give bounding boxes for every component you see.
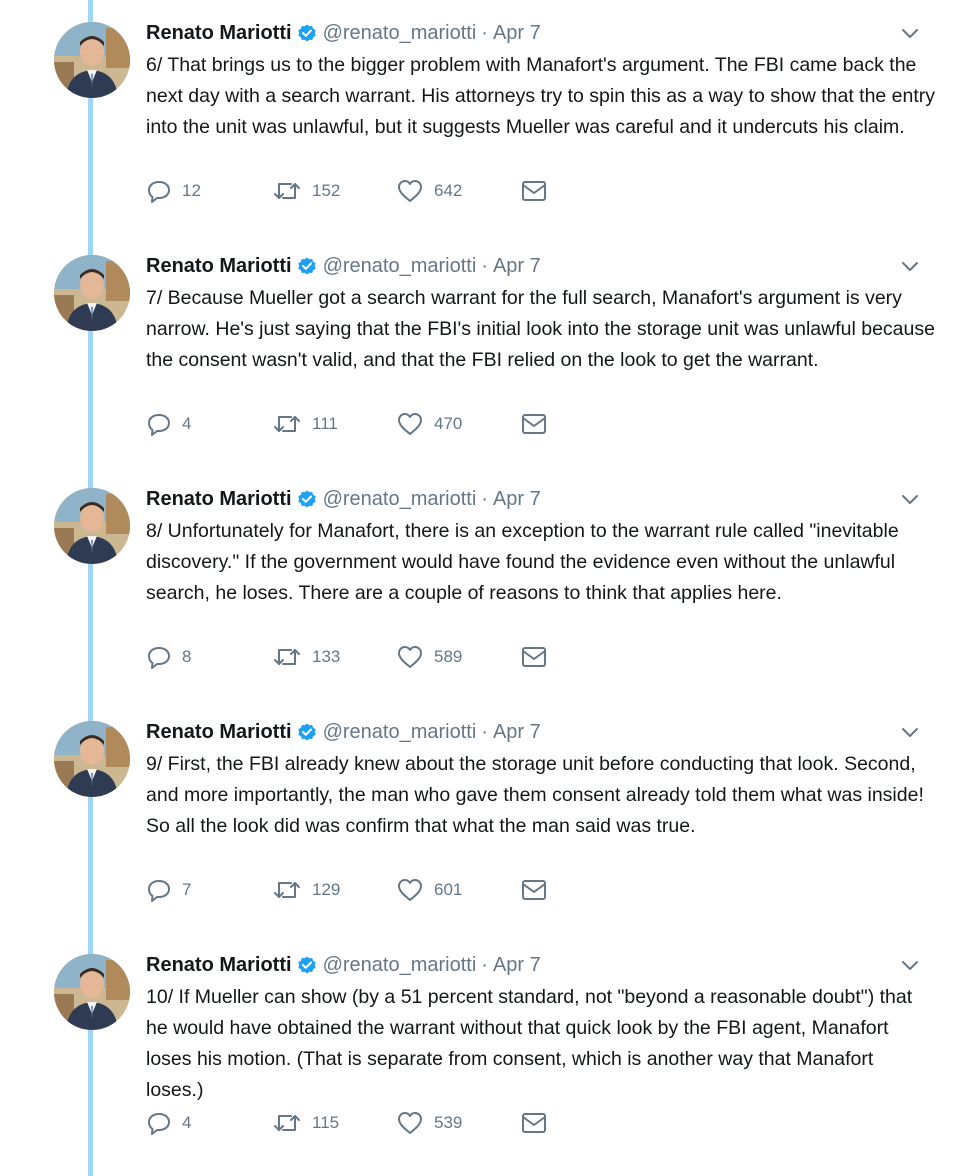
like-count: 601: [434, 880, 463, 899]
retweet-count: 133: [312, 647, 341, 666]
tweet-header: [146, 251, 541, 281]
retweet-icon: [272, 178, 302, 204]
author-name[interactable]: Renato Mariotti: [146, 487, 292, 510]
separator-dot: ·: [481, 720, 488, 743]
tweet-text: 10/ If Mueller can show (by a 51 percent standard, not "beyond a reasonable doubt") that he would have obtained the warrant without that quick look by the FBI agent, Manafort loses his motion. (That is separate from consent, which is another way that Manafort loses.): [146, 986, 913, 1101]
retweet-icon: [272, 1110, 302, 1136]
author-handle[interactable]: @renato_mariotti: [322, 487, 477, 510]
retweet-count: 152: [312, 181, 341, 200]
like-button[interactable]: [396, 1108, 462, 1138]
reply-icon: [146, 877, 172, 903]
tweet[interactable]: [0, 233, 980, 465]
chevron-down-icon[interactable]: [898, 255, 922, 277]
like-button[interactable]: [396, 642, 462, 672]
tweet-date[interactable]: Apr 7: [492, 487, 541, 510]
envelope-icon: [520, 178, 548, 204]
retweet-count: 115: [312, 1113, 340, 1132]
verified-badge-icon: [297, 722, 317, 742]
reply-button[interactable]: [146, 1108, 191, 1138]
tweet-actions: [146, 875, 566, 905]
retweet-button[interactable]: [272, 409, 338, 439]
retweet-button[interactable]: [272, 642, 340, 672]
chevron-down-icon[interactable]: [898, 22, 922, 44]
reply-count: 4: [182, 1113, 192, 1132]
retweet-icon: [272, 411, 302, 437]
author-name[interactable]: Renato Mariotti: [146, 720, 292, 743]
like-button[interactable]: [396, 176, 462, 206]
tweet-actions: [146, 642, 566, 672]
direct-message-button[interactable]: [520, 642, 548, 672]
retweet-icon: [272, 644, 302, 670]
author-name[interactable]: Renato Mariotti: [146, 21, 292, 44]
tweet-header: [146, 717, 541, 747]
author-handle[interactable]: @renato_mariotti: [322, 720, 477, 743]
like-count: 642: [434, 181, 463, 200]
like-count: 589: [434, 647, 463, 666]
avatar[interactable]: [54, 488, 130, 564]
verified-badge-icon: [297, 256, 317, 276]
tweet-actions: [146, 176, 566, 206]
avatar[interactable]: [54, 255, 130, 331]
heart-icon: [396, 877, 424, 903]
retweet-count: 111: [312, 414, 338, 433]
envelope-icon: [520, 411, 548, 437]
envelope-icon: [520, 644, 548, 670]
envelope-icon: [520, 1110, 548, 1136]
tweet-text: 7/ Because Mueller got a search warrant for the full search, Manafort's argument is very narrow. He's just saying that the FBI's initial look into the storage unit was unlawful because the consent wasn't valid, and that the FBI relied on the look to get the warrant.: [146, 287, 935, 371]
heart-icon: [396, 411, 424, 437]
avatar[interactable]: [54, 721, 130, 797]
heart-icon: [396, 1110, 424, 1136]
direct-message-button[interactable]: [520, 409, 548, 439]
author-handle[interactable]: @renato_mariotti: [322, 254, 477, 277]
like-button[interactable]: [396, 409, 462, 439]
reply-count: 7: [182, 880, 192, 899]
tweet-text: 9/ First, the FBI already knew about the storage unit before conducting that look. Second, and more importantly, the man who gave them consent already told them what was inside! So all the look did was confirm that what the man said was true.: [146, 753, 924, 837]
tweet[interactable]: [0, 932, 980, 1164]
heart-icon: [396, 178, 424, 204]
like-count: 470: [434, 414, 463, 433]
verified-badge-icon: [297, 955, 317, 975]
retweet-button[interactable]: [272, 1108, 339, 1138]
chevron-down-icon[interactable]: [898, 721, 922, 743]
tweet-header: [146, 18, 541, 48]
reply-icon: [146, 178, 172, 204]
direct-message-button[interactable]: [520, 875, 548, 905]
reply-count: 12: [182, 181, 201, 200]
reply-icon: [146, 1110, 172, 1136]
author-handle[interactable]: @renato_mariotti: [322, 21, 477, 44]
tweet[interactable]: [0, 0, 980, 232]
tweet[interactable]: [0, 699, 980, 931]
direct-message-button[interactable]: [520, 176, 548, 206]
reply-icon: [146, 644, 172, 670]
retweet-button[interactable]: [272, 176, 340, 206]
verified-badge-icon: [297, 23, 317, 43]
tweet-header: [146, 484, 541, 514]
separator-dot: ·: [481, 21, 488, 44]
like-button[interactable]: [396, 875, 462, 905]
envelope-icon: [520, 877, 548, 903]
author-name[interactable]: Renato Mariotti: [146, 254, 292, 277]
verified-badge-icon: [297, 489, 317, 509]
author-handle[interactable]: @renato_mariotti: [322, 953, 477, 976]
reply-button[interactable]: [146, 875, 191, 905]
tweet-date[interactable]: Apr 7: [492, 21, 541, 44]
tweet-date[interactable]: Apr 7: [492, 720, 541, 743]
tweet-header: [146, 950, 541, 980]
reply-button[interactable]: [146, 409, 191, 439]
retweet-icon: [272, 877, 302, 903]
reply-button[interactable]: [146, 176, 201, 206]
retweet-button[interactable]: [272, 875, 340, 905]
tweet-actions: [146, 409, 566, 439]
tweet[interactable]: [0, 466, 980, 698]
separator-dot: ·: [481, 487, 488, 510]
reply-icon: [146, 411, 172, 437]
tweet-date[interactable]: Apr 7: [492, 953, 541, 976]
tweet-date[interactable]: Apr 7: [492, 254, 541, 277]
avatar[interactable]: [54, 954, 130, 1030]
direct-message-button[interactable]: [520, 1108, 548, 1138]
separator-dot: ·: [481, 254, 488, 277]
chevron-down-icon[interactable]: [898, 488, 922, 510]
like-count: 539: [434, 1113, 463, 1132]
tweet-text: 6/ That brings us to the bigger problem with Manafort's argument. The FBI came back the next day with a search warrant. His attorneys try to spin this as a way to show that the entry into the unit was unlawful, but it suggests Mueller was careful and it undercuts his claim.: [146, 54, 936, 138]
reply-count: 4: [182, 414, 192, 433]
retweet-count: 129: [312, 880, 341, 899]
author-name[interactable]: Renato Mariotti: [146, 953, 292, 976]
heart-icon: [396, 644, 424, 670]
tweet-actions: [146, 1108, 566, 1138]
reply-button[interactable]: [146, 642, 191, 672]
separator-dot: ·: [481, 953, 488, 976]
reply-count: 8: [182, 647, 192, 666]
tweet-text: 8/ Unfortunately for Manafort, there is an exception to the warrant rule called "inevitable discovery." If the government would have found the evidence even without the unlawful search, he loses. There are a couple of reasons to think that applies here.: [146, 520, 899, 604]
avatar[interactable]: [54, 22, 130, 98]
chevron-down-icon[interactable]: [898, 954, 922, 976]
